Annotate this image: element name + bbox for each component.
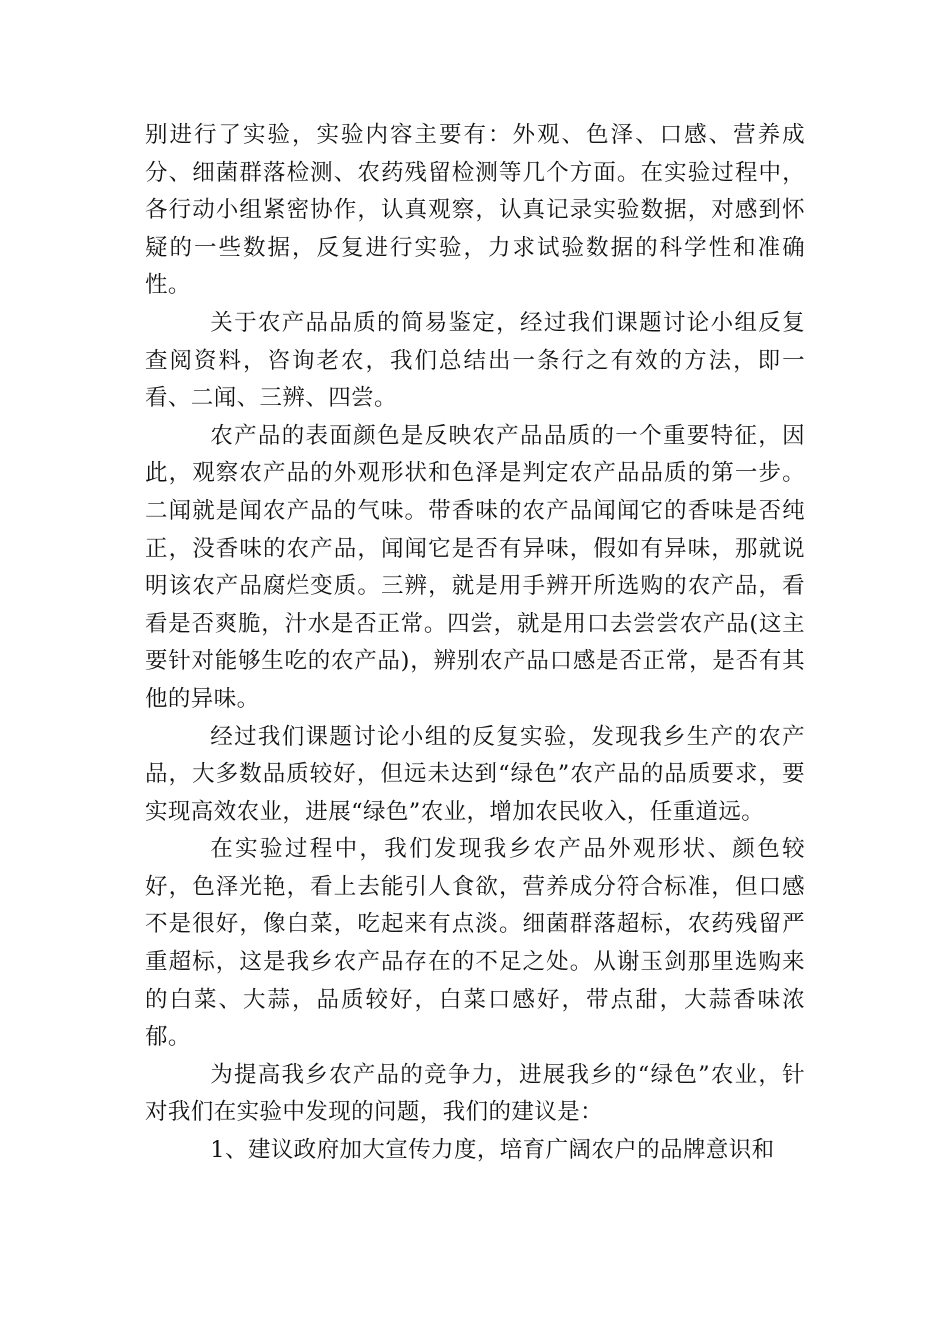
paragraph-suggestions-intro: 为提高我乡农产品的竞争力，进展我乡的“绿色”农业，针对我们在实验中发现的问题，我们的建议是： (145, 1061, 805, 1126)
paragraph-quality-observations: 在实验过程中，我们发现我乡农产品外观形状、颜色较好，色泽光艳，看上去能引人食欲，营养成分符合标准，但口感不是很好，像白菜，吃起来有点淡。细菌群落超标，农药残留严重超标，这是我乡农产品存在的不足之处。从谢玉剑那里选购来的白菜、大蒜，品质较好，白菜口感好，带点甜，大蒜香味浓郁。 (145, 836, 805, 1051)
paragraph-experiment-findings: 经过我们课题讨论小组的反复实验，发现我乡生产的农产品，大多数品质较好，但远未达到“绿色”农产品的品质要求，要实现高效农业，进展“绿色”农业，增加农民收入，任重道远。 (145, 723, 805, 825)
paragraph-identification-method: 关于农产品品质的简易鉴定，经过我们课题讨论小组反复查阅资料，咨询老农，我们总结出一条行之有效的方法，即一看、二闻、三辨、四尝。 (145, 309, 805, 412)
paragraph-experiment-content: 别进行了实验，实验内容主要有：外观、色泽、口感、营养成分、细菌群落检测、农药残留检测等几个方面。在实验过程中，各行动小组紧密协作，认真观察，认真记录实验数据，对感到怀疑的一些数据，反复进行实验，力求试验数据的科学性和准确性。 (145, 122, 805, 299)
paragraph-method-details: 农产品的表面颜色是反映农产品品质的一个重要特征，因此，观察农产品的外观形状和色泽是判定农产品品质的第一步。二闻就是闻农产品的气味。带香味的农产品闻闻它的香味是否纯正，没香味的农产品，闻闻它是否有异味，假如有异味，那就说明该农产品腐烂变质。三辨，就是用手辨开所选购的农产品，看看是否爽脆，汁水是否正常。四尝，就是用口去尝尝农产品(这主要针对能够生吃的农产品)，辨别农产品口感是否正常，是否有其他的异味。 (145, 422, 805, 712)
document-body (145, 117, 805, 1170)
paragraph-suggestion-1: 1、建议政府加大宣传力度，培育广阔农户的品牌意识和 (210, 1137, 775, 1164)
